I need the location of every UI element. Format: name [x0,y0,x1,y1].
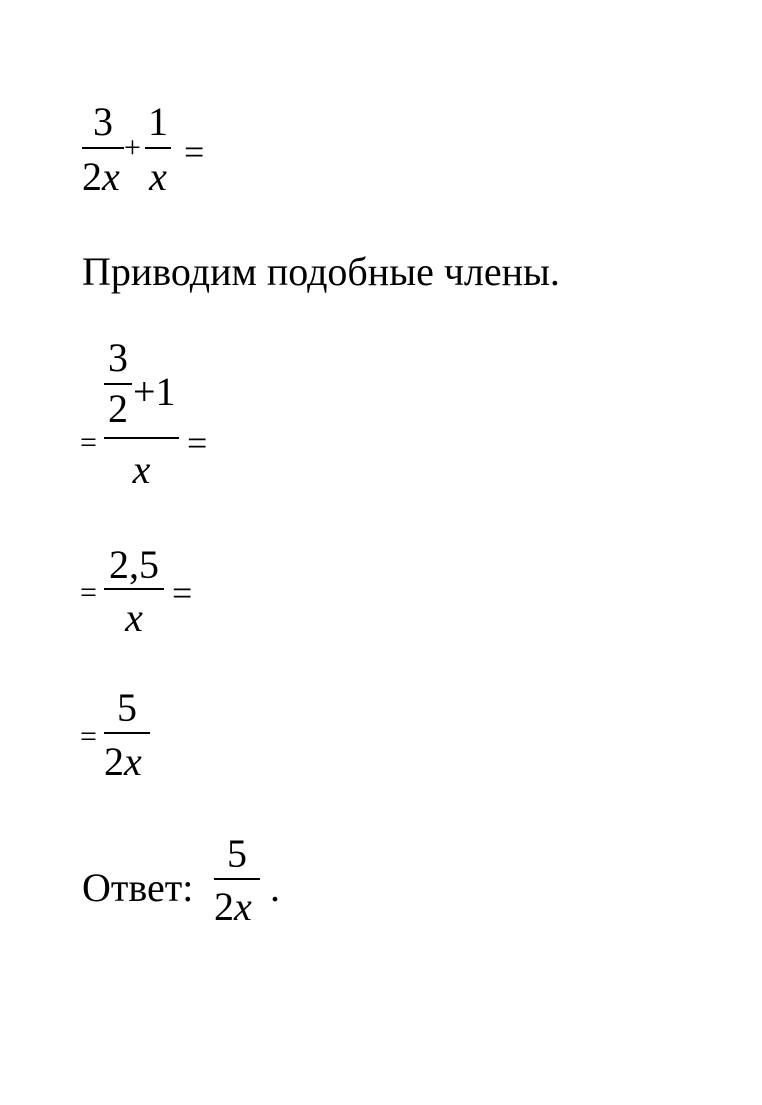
equals-sign: = [184,132,205,172]
denominator: x [125,595,143,640]
fraction-bar [104,732,150,734]
den-var: x [102,154,120,199]
answer-denominator [214,884,252,929]
fraction-2-denominator: x [149,154,167,199]
inner-numerator: 3 [108,335,128,380]
trailing-equals: = [187,423,208,463]
main-denominator: x [132,447,151,492]
fraction-bar [104,588,164,590]
fraction-1-numerator: 3 [93,99,113,144]
answer-fraction-bar [214,878,260,880]
inner-denominator: 2 [108,386,128,431]
den-coef: 2 [214,884,234,929]
numerator: 5 [117,685,137,730]
den-coef: 2 [104,739,124,784]
plus-sign: + [124,131,141,164]
den-coef: 2 [82,154,102,199]
den-var: x [124,739,142,784]
answer-label: Ответ: [82,865,194,910]
plus-one: +1 [133,369,176,414]
numerator: 2,5 [109,542,159,587]
fraction-1-denominator [82,154,120,199]
leading-equals: = [80,426,97,459]
inner-fraction-bar [104,383,132,385]
trailing-equals: = [172,573,193,613]
denominator [104,739,142,784]
fraction-1-bar [82,147,124,149]
fraction-2-numerator: 1 [148,99,168,144]
fraction-2-bar [145,147,171,149]
leading-equals: = [80,576,97,609]
step-description: Приводим подобные члены. [82,249,560,294]
answer-period: . [270,865,280,910]
answer-numerator: 5 [227,831,247,876]
main-fraction-bar [104,437,179,439]
leading-equals: = [80,720,97,753]
den-var: x [234,884,252,929]
